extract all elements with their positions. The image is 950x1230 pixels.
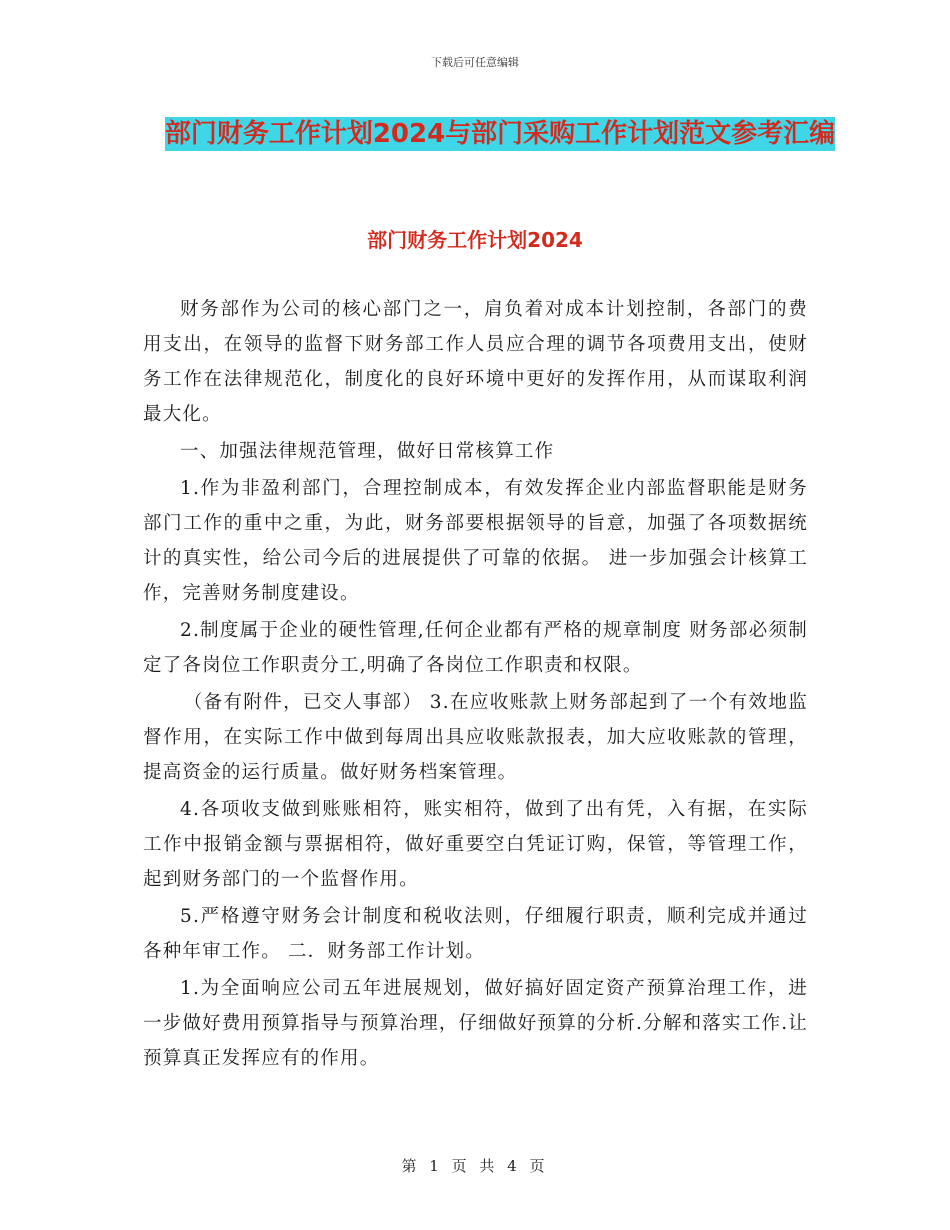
paragraph: 1.作为非盈利部门，合理控制成本，有效发挥企业内部监督职能是财务部门工作的重中之重，为此，财务部要根据领导的旨意，加强了各项数据统计的真实性，给公司今后的进展提供了可靠的依据。 进一步加强会计核算工作，完善财务制度建设。 <box>143 478 808 604</box>
header-note: 下载后可任意编辑 <box>431 56 519 69</box>
paragraph: （备有附件，已交人事部） 3.在应收账款上财务部起到了一个有效地监督作用，在实际工作中做到每周出具应收账款报表，加大应收账款的管理，提高资金的运行质量。做好财务档案管理。 <box>143 692 808 783</box>
document-title-text: 部门财务工作计划2024与部门采购工作计划范文参考汇编 <box>164 119 836 149</box>
document-body <box>143 292 808 1078</box>
document-title <box>140 112 860 156</box>
paragraph: 5.严格遵守财务会计制度和税收法则，仔细履行职责，顺利完成并通过各种年审工作。 二．财务部工作计划。 <box>143 906 808 962</box>
page-number-footer: 第 1 页 共 4 页 <box>401 1157 549 1175</box>
paragraph: 1.为全面响应公司五年进展规划，做好搞好固定资产预算治理工作，进一步做好费用预算指导与预算治理，仔细做好预算的分析.分解和落实工作.让预算真正发挥应有的作用。 <box>143 978 808 1069</box>
paragraph: 财务部作为公司的核心部门之一，肩负着对成本计划控制，各部门的费用支出，在领导的监督下财务部工作人员应合理的调节各项费用支出，使财务工作在法律规范化，制度化的良好环境中更好的发挥作用，从而谋取利润最大化。 <box>143 299 808 425</box>
paragraph: 2.制度属于企业的硬性管理,任何企业都有严格的规章制度 财务部必须制定了各岗位工作职责分工,明确了各岗位工作职责和权限。 <box>143 620 808 676</box>
paragraph-heading: 一、加强法律规范管理，做好日常核算工作 <box>180 441 555 462</box>
paragraph: 4.各项收支做到账账相符，账实相符，做到了出有凭，入有据，在实际工作中报销金额与票据相符，做好重要空白凭证订购，保管，等管理工作，起到财务部门的一个监督作用。 <box>143 799 808 890</box>
section-title: 部门财务工作计划2024 <box>367 228 583 252</box>
